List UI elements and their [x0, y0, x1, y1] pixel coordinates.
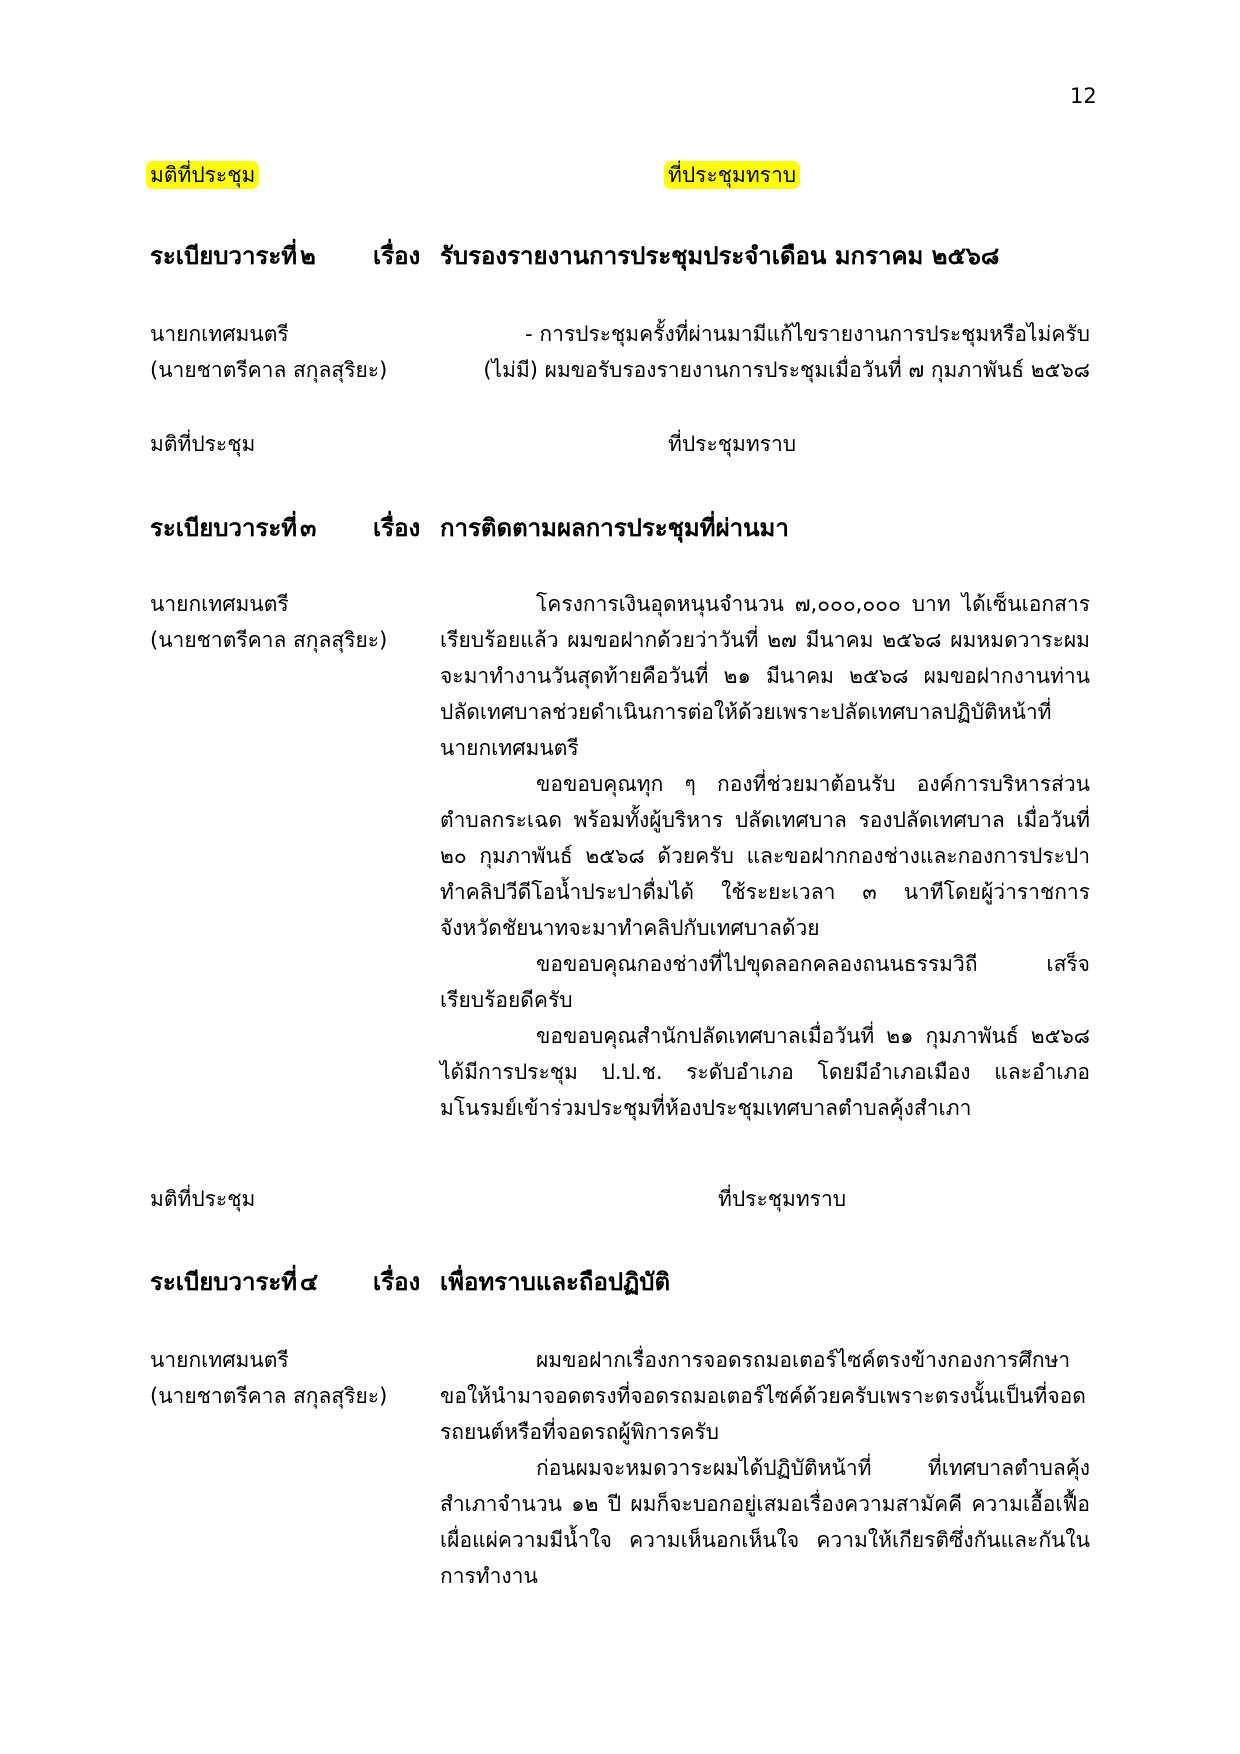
speaker-role: นายกเทศมนตรี: [150, 592, 289, 616]
resolution-value: ที่ประชุมทราบ: [718, 1187, 847, 1211]
agenda-label: ระเบียบวาระที่: [150, 1268, 298, 1296]
speech-paragraph: ผมขอฝากเรื่องการจอดรถมอเตอร์ไซค์ตรงข้างกองการศึกษาขอให้นำมาจอดตรงที่จอดรถมอเตอร์ไซค์ด้วยครับเพราะตรงนั้นเป็นที่จอดรถยนต์หรือที่จอดรถผู้พิการครับ: [440, 1348, 1086, 1444]
agenda-4-speech: [440, 1342, 1090, 1594]
agenda-number: ๔: [300, 1268, 319, 1296]
speaker-name: (นายชาตรีคาล สกุลสุริยะ): [150, 358, 388, 382]
speaker-name: (นายชาตรีคาล สกุลสุริยะ): [150, 1384, 388, 1408]
speech-line: - การประชุมครั้งที่ผ่านมามีแก้ไขรายงานการประชุมหรือไม่ครับ: [525, 322, 1090, 346]
agenda-3-heading: [150, 508, 789, 547]
agenda-2-speaker: [150, 316, 387, 388]
agenda-keyword: เรื่อง: [373, 1268, 421, 1296]
agenda-3-speaker: [150, 586, 387, 658]
agenda-title: การติดตามผลการประชุมที่ผ่านมา: [440, 514, 789, 542]
resolution-value-text: ที่ประชุมทราบ: [664, 161, 800, 189]
speech-paragraph: ขอขอบคุณสำนักปลัดเทศบาลเมื่อวันที่ ๒๑ กุมภาพันธ์ ๒๕๖๘ ได้มีการประชุม ป.ป.ช. ระดับอำเภอ โดยมีอำเภอเมือง และอำเภอมโนรมย์เข้าร่วมประชุมที่ห้องประชุมเทศบาลตำบลคุ้งสำเภา: [440, 1024, 1090, 1120]
speaker-role: นายกเทศมนตรี: [150, 322, 289, 346]
agenda-keyword: เรื่อง: [373, 242, 421, 270]
speech-paragraph: ก่อนผมจะหมดวาระผมได้ปฏิบัติหน้าที่ ที่เทศบาลตำบลคุ้งสำเภาจำนวน ๑๒ ปี ผมก็จะบอกอยู่เสมอเรื่องความสามัคคี ความเอื้อเฟื้อเผื่อแผ่ความมีน้ำใจ ความเห็นอกเห็นใจ ความให้เกียรติซึ่งกันและกันในการทำงาน: [440, 1456, 1090, 1588]
speech-line: (ไม่มี) ผมขอรับรองรายงานการประชุมเมื่อวันที่ ๗ กุมภาพันธ์ ๒๕๖๘: [483, 358, 1090, 382]
agenda-2-speech: [440, 316, 1090, 388]
resolution-label: มติที่ประชุม: [150, 1187, 256, 1211]
resolution-value: [664, 158, 800, 192]
speaker-name: (นายชาตรีคาล สกุลสุริยะ): [150, 628, 388, 652]
resolution-value: ที่ประชุมทราบ: [668, 432, 797, 456]
speech-paragraph: โครงการเงินอุดหนุนจำนวน ๗,๐๐๐,๐๐๐ บาท ได้เซ็นเอกสารเรียบร้อยแล้ว ผมขอฝากด้วยว่าวันที่ ๒๗ มีนาคม ๒๕๖๘ ผมหมดวาระผมจะมาทำงานวันสุดท้ายคือวันที่ ๒๑ มีนาคม ๒๕๖๘ ผมขอฝากงานท่านปลัดเทศบาลช่วยดำเนินการต่อให้ด้วยเพราะปลัดเทศบาลปฏิบัติหน้าที่นายกเทศมนตรี: [440, 592, 1090, 760]
agenda-title: เพื่อทราบและถือปฏิบัติ: [440, 1268, 671, 1296]
agenda-4-heading: [150, 1262, 671, 1301]
agenda-4-speaker: [150, 1342, 387, 1414]
agenda-keyword: เรื่อง: [373, 514, 421, 542]
agenda-label: ระเบียบวาระที่: [150, 514, 298, 542]
agenda-number: ๒: [300, 242, 316, 270]
page-number: 12: [1070, 84, 1097, 108]
agenda-label: ระเบียบวาระที่: [150, 242, 298, 270]
agenda-3-speech: [440, 586, 1090, 1126]
resolution-label: มติที่ประชุม: [150, 432, 256, 456]
agenda-title: รับรองรายงานการประชุมประจำเดือน มกราคม ๒๕๖๘: [440, 242, 1000, 270]
resolution-label: [146, 158, 259, 192]
agenda-number: ๓: [300, 514, 317, 542]
speech-paragraph: ขอขอบคุณทุก ๆ กองที่ช่วยมาต้อนรับ องค์การบริหารส่วนตำบลกระเฉด พร้อมทั้งผู้บริหาร ปลัดเทศบาล รองปลัดเทศบาล เมื่อวันที่ ๒๐ กุมภาพันธ์ ๒๕๖๘ ด้วยครับ และขอฝากกองช่างและกองการประปา ทำคลิปวีดีโอน้ำประปาดื่มได้ ใช้ระยะเวลา ๓ นาทีโดยผู้ว่าราชการจังหวัดชัยนาทจะมาทำคลิปกับเทศบาลด้วย: [440, 772, 1090, 940]
speech-paragraph: ขอขอบคุณกองช่างที่ไปขุดลอกคลองถนนธรรมวิถี เสร็จเรียบร้อยดีครับ: [440, 952, 1090, 1012]
speaker-role: นายกเทศมนตรี: [150, 1348, 289, 1372]
agenda-2-heading: [150, 236, 1000, 275]
resolution-label-text: มติที่ประชุม: [146, 161, 259, 189]
